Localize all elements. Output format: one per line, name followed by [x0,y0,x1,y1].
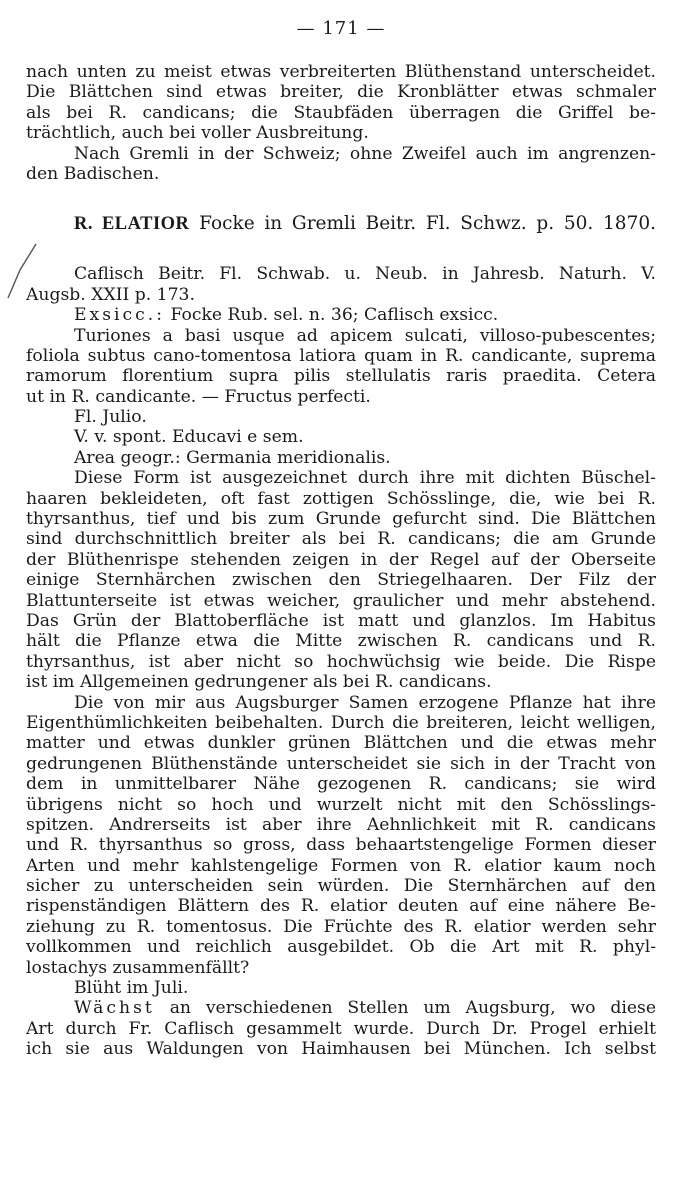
text-line: haaren bekleideten, oft fast zottigen Schösslinge, die, wie bei R. [26,488,656,509]
text-line: thyrsanthus, ist aber nicht so hochwüchsig wie beide. Die Rispe [26,651,656,672]
species-citation: Focke in Gremli Beitr. Fl. Schwz. p. 50. [199,213,594,235]
latin-description [26,326,656,408]
references [26,264,656,305]
flowering-line: Blüht im Juli. [74,978,189,999]
paragraph-intro [26,62,656,144]
text-line: ut in R. candicante. — Fructus perfecti. [26,386,371,407]
flowering-note: Fl. Julio. [74,407,147,428]
exsiccata-text: Focke Rub. sel. n. 36; Caflisch exsicc. [170,305,499,326]
text-line: nach unten zu meist etwas verbreiterten Blüthenstand unterscheidet. [26,62,656,82]
text-line: matter und etwas dunkler grünen Blättchen und die etwas mehr [26,733,656,754]
paragraph-description-2 [26,693,656,978]
text-line: übrigens nicht so hoch und wurzelt nicht mit den Schösslings- [26,794,656,815]
text-line: dem in unmittelbarer Nähe gezogenen R. candicans; sie wird [26,774,656,795]
pencil-margin-mark [6,240,46,300]
text-line: vollkommen und reichlich ausgebildet. Ob die Art mit R. phyl- [26,937,656,958]
paragraph-description-1 [26,468,656,692]
species-heading [26,210,656,238]
text-line: Eigenthümlichkeiten beibehalten. Durch die breiteren, leicht welligen, [26,712,656,733]
text-line: sind durchschnittlich breiter als bei R. candicans; die am Grunde [26,529,656,550]
text-line: Arten und mehr kahlstengelige Formen von R. elatior kaum noch [26,855,656,876]
text-line: Diese Form ist ausgezeichnet durch ihre mit dichten Büschel- [74,468,656,489]
text-line: ramorum florentium supra pilis stellulatis raris praedita. Cetera [26,366,656,387]
exsiccata-line [26,305,656,325]
text-line: rispenständigen Blättern des R. elatior deuten auf eine nähere Be- [26,896,656,917]
habitat-label: Wächst [74,998,155,1019]
text-line: der Blüthenrispe stehenden zeigen in der Regel auf der Oberseite [26,549,656,570]
short-notes [26,407,656,468]
habitat-first-line [26,998,656,1018]
text-line: sicher zu unterscheiden sein würden. Die Sternhärchen auf den [26,876,656,897]
text-line: ziehung zu R. tomentosus. Die Früchte des R. elatior werden sehr [26,916,656,937]
text-line: Die Blättchen sind etwas breiter, die Kronblätter etwas schmaler [26,82,656,103]
text-line: thyrsanthus, tief und bis zum Grunde gefurcht sind. Die Blättchen [26,509,656,530]
paragraph-distribution [26,144,656,185]
reference-line: Augsb. XXII p. 173. [26,284,195,305]
text-line: gedrungenen Blüthenstände unterscheidet sie sich in der Tracht von [26,753,656,774]
area-note: Area geogr.: Germania meridionalis. [74,447,391,468]
text-line: ich sie aus Waldungen von Haimhausen bei München. Ich selbst [26,1039,656,1060]
text-line: hält die Pflanze etwa die Mitte zwischen R. candicans und R. [26,631,656,652]
text-line: den Badischen. [26,163,160,184]
reference-line: Caflisch Beitr. Fl. Schwab. u. Neub. in Jahresb. Naturh. V. [74,264,656,285]
text-line: als bei R. candicans; die Staubfäden überragen die Griffel be- [26,102,656,123]
habitat-text: an verschiedenen Stellen um Augsburg, wo diese [169,998,656,1019]
species-year: 1870. [603,213,656,235]
text-line: trächtlich, auch bei voller Ausbreitung. [26,123,369,144]
text-line: spitzen. Andrerseits ist aber ihre Aehnlichkeit mit R. candicans [26,814,656,835]
text-line: Blattunterseite ist etwas weicher, graulicher und mehr abstehend. [26,590,656,611]
text-line: einige Sternhärchen zwischen den Striegelhaaren. Der Filz der [26,570,656,591]
exsiccata-label: Exsicc.: [74,305,166,326]
text-line: foliola subtus cano-tomentosa latiora quam in R. candicante, suprema [26,345,656,366]
observation-note: V. v. spont. Educavi e sem. [74,427,304,448]
text-line: Die von mir aus Augsburger Samen erzogene Pflanze hat ihre [74,692,656,713]
paragraph-habitat [26,998,656,1059]
text-line: lostachys zusammenfällt? [26,957,250,978]
page-number: — 171 — [296,18,386,39]
text-line: Art durch Fr. Caflisch gesammelt wurde. Durch Dr. Progel erhielt [26,1018,656,1039]
text-line: Das Grün der Blattoberfläche ist matt und glanzlos. Im Habitus [26,610,656,631]
species-name: R. ELATIOR [74,214,190,235]
text-line: Turiones a basi usque ad apicem sulcati, villoso-pubescentes; [74,325,656,346]
text-line: und R. thyrsanthus so gross, dass behaartstengelige Formen dieser [26,835,656,856]
text-line: Nach Gremli in der Schweiz; ohne Zweifel auch im angrenzen- [74,143,656,164]
text-line: ist im Allgemeinen gedrungener als bei R. candicans. [26,672,492,693]
